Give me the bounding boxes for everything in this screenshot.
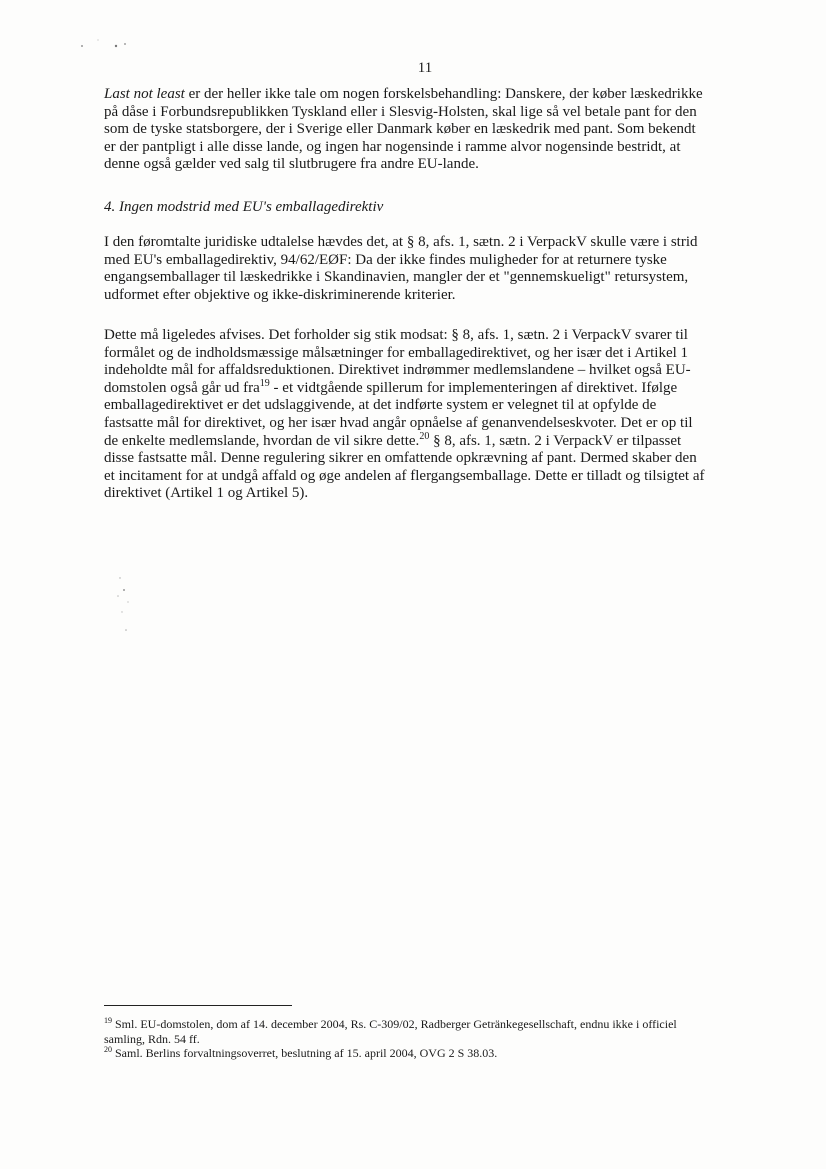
footnote-ref-19[interactable]: 19 <box>259 377 270 389</box>
page-number: 11 <box>417 60 433 76</box>
paragraph-line: med EU's emballagedirektiv, 94/62/EØF: Da der ikke findes muligheder for at returnere tyske <box>104 251 667 268</box>
footnote-number: 19 <box>104 1016 112 1025</box>
paragraph-line: er der pantpligt i alle disse lande, og ingen har nogensinde i ramme alvor nogensinde bestridt, at <box>104 138 681 155</box>
footnote-number: 20 <box>104 1045 112 1054</box>
paragraph-line: fastsatte mål for direktivet, og her især hvad angår opnåelse af genanvendelseskvoter. Det er op til <box>104 414 693 431</box>
section-heading: 4. Ingen modstrid med EU's emballagedirektiv <box>104 199 384 215</box>
footnote-separator <box>104 1005 292 1006</box>
paragraph-line: domstolen også går ud fra$^{19}$ - et vidtgående spillerum for implementeringen af direktivet. Ifølge <box>104 377 678 396</box>
footnote-20: $^{20}$ Saml. Berlins forvaltningsoverret, beslutning af 15. april 2004, OVG 2 S 38.03. <box>104 1045 498 1060</box>
paragraph-line: I den føromtalte juridiske udtalelse hævdes det, at § 8, afs. 1, sætn. 2 i VerpackV skulle være i strid <box>104 234 698 250</box>
paragraph-line: engangsemballager til læskedrikke i Skandinavien, mangler der et "gennemskueligt" retursystem, <box>104 269 689 286</box>
paragraph-rebuttal <box>104 327 754 503</box>
paragraph-line: emballagedirektivet er det udslaggivende, at det indførte system er velegnet til at opfylde de <box>104 397 657 414</box>
paragraph-line: Dette må ligeledes afvises. Det forholder sig stik modsat: § 8, afs. 1, sætn. 2 i VerpackV svarer til <box>104 327 688 343</box>
paragraph-no-discrimination <box>104 86 754 174</box>
lead-italic-text: Last not least <box>104 86 185 102</box>
paragraph-line: indeholdte mål for affaldsreduktionen. Direktivet indrømmer medlemslandene – hvilket også EU- <box>104 362 691 379</box>
paragraph-line: udformet efter objektive og ikke-diskriminerende kriterier. <box>104 286 456 303</box>
paragraph-line: de enkelte medlemslande, hvordan de vil sikre dette.$^{20}$ § 8, afs. 1, sætn. 2 i VerpackV er tilpasset <box>104 430 682 449</box>
paragraph-line: direktivet (Artikel 1 og Artikel 5). <box>104 485 309 502</box>
paragraph-line: denne også gælder ved salg til slutbrugere fra andre EU-lande. <box>104 156 479 173</box>
paragraph-line: på dåse i Forbundsrepublikken Tyskland eller i Slesvig-Holsten, skal lige så vel betale pant for den <box>104 103 697 120</box>
footnotes <box>104 1017 754 1061</box>
paragraph-line: Last not least er der heller ikke tale om nogen forskelsbehandling: Danskere, der køber læskedrikke <box>104 86 703 102</box>
paragraph-line: formålet og de indholdsmæssige målsætninger for emballagedirektivet, og her især det i Artikel 1 <box>104 344 689 361</box>
footnote-ref-20[interactable]: 20 <box>419 430 430 442</box>
scan-specks-margin <box>108 572 148 642</box>
paragraph-line: som de tyske statsborgere, der i Sverige eller Danmark køber en læskedrik med pant. Som bekendt <box>104 121 696 138</box>
paragraph-legal-opinion <box>104 234 754 304</box>
paragraph-line: disse fastsatte mål. Denne regulering sikrer en omfattende opkrævning af pant. Dermed skaber den <box>104 450 697 467</box>
paragraph-line: et incitament for at undgå affald og øge andelen af flergangsemballage. Dette er tilladt og tilsigtet af <box>104 467 705 484</box>
footnote-19: $^{19}$ Sml. EU-domstolen, dom af 14. december 2004, Rs. C-309/02, Radberger Getränkegesellschaft, endnu ikke i officiel samling, Rdn. 54 ff. <box>104 1016 677 1046</box>
